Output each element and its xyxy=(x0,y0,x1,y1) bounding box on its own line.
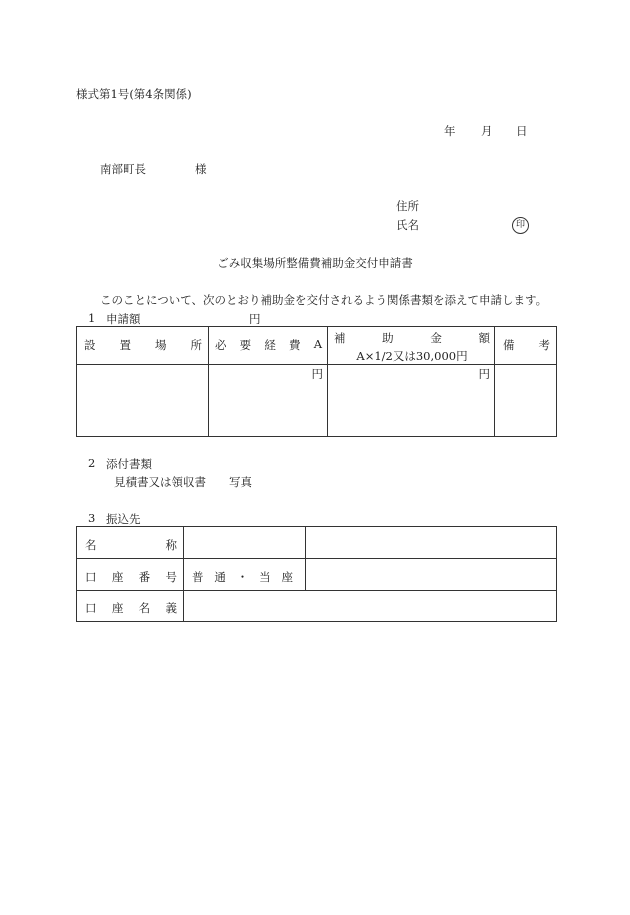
section2-number: 2 xyxy=(88,456,96,470)
header-expense: 必 要 経 費 A xyxy=(209,327,328,365)
form-number: 様式第1号(第4条関係) xyxy=(76,87,192,101)
date-month-label: 月 xyxy=(481,124,493,138)
date-day-label: 日 xyxy=(516,124,528,138)
seal-icon: 印 xyxy=(512,217,529,234)
section3-number: 3 xyxy=(88,511,96,525)
section1-label: 申請額 xyxy=(106,312,141,326)
bank-name-cell[interactable] xyxy=(184,527,306,559)
application-table-header-row xyxy=(77,327,557,365)
account-holder-cell[interactable] xyxy=(184,591,557,622)
expense-cell[interactable] xyxy=(209,365,328,437)
bank-branch-cell[interactable] xyxy=(306,527,557,559)
section1-unit: 円 xyxy=(249,312,261,326)
section3-label: 振込先 xyxy=(106,512,141,526)
account-number-label: 口 座 番 号 xyxy=(77,559,184,591)
bank-row-account-holder xyxy=(77,591,557,622)
address-label: 住所 xyxy=(396,199,419,213)
application-table-input-row xyxy=(77,365,557,437)
remarks-cell[interactable] xyxy=(495,365,557,437)
addressee-honorific: 様 xyxy=(195,162,207,176)
application-table xyxy=(76,326,557,437)
attachment-list: 見積書又は領収書 写真 xyxy=(114,475,252,489)
location-cell[interactable] xyxy=(77,365,209,437)
addressee-name: 南部町長 xyxy=(100,162,146,176)
bank-name-label: 名 称 xyxy=(77,527,184,559)
account-number-cell[interactable] xyxy=(306,559,557,591)
bank-row-account-number xyxy=(77,559,557,591)
intro-text: このことについて、次のとおり補助金を交付されるよう関係書類を添えて申請します。 xyxy=(100,293,548,307)
document-title: ごみ収集場所整備費補助金交付申請書 xyxy=(217,256,413,270)
header-location: 設 置 場 所 xyxy=(77,327,209,365)
expense-unit: 円 xyxy=(311,367,323,381)
header-subsidy: 補 助 金 額 A×1/2又は30,000円 xyxy=(328,327,495,365)
bank-table xyxy=(76,526,557,622)
account-holder-label: 口 座 名 義 xyxy=(77,591,184,622)
header-remarks: 備 考 xyxy=(495,327,557,365)
account-type-cell[interactable]: 普 通 ・ 当 座 xyxy=(184,559,306,591)
subsidy-unit: 円 xyxy=(478,367,490,381)
bank-row-name xyxy=(77,527,557,559)
seal-mark xyxy=(512,216,529,234)
subsidy-formula-note: A×1/2又は30,000円 xyxy=(356,349,468,363)
section1-number: 1 xyxy=(88,311,96,325)
subsidy-cell[interactable] xyxy=(328,365,495,437)
name-label: 氏名 xyxy=(396,218,419,232)
date-year-label: 年 xyxy=(444,124,456,138)
section2-label: 添付書類 xyxy=(106,457,152,471)
